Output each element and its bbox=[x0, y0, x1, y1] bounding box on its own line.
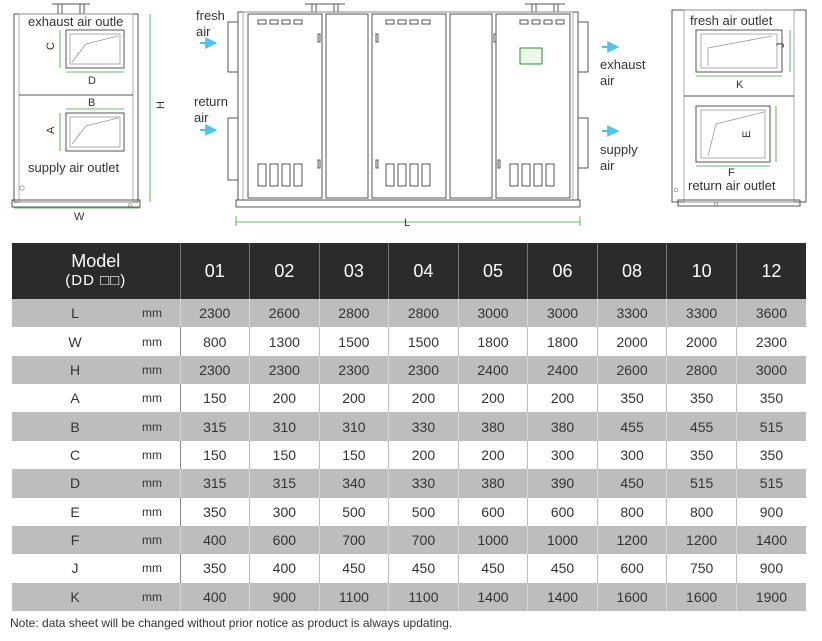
table-cell: 3600 bbox=[736, 299, 806, 327]
table-row bbox=[12, 441, 806, 469]
table-row bbox=[12, 327, 806, 355]
table-cell: 2300 bbox=[319, 356, 389, 384]
table-cell: 450 bbox=[597, 469, 667, 497]
row-unit: mm bbox=[138, 554, 180, 582]
table-row bbox=[12, 469, 806, 497]
row-parameter-name: E bbox=[12, 498, 138, 526]
row-parameter-name: W bbox=[12, 327, 138, 355]
label-fresh-air-2: air bbox=[196, 24, 211, 39]
dim-H: H bbox=[155, 101, 167, 109]
table-cell: 380 bbox=[458, 469, 528, 497]
table-cell: 2400 bbox=[528, 356, 598, 384]
dim-L: L bbox=[404, 217, 411, 229]
table-cell: 315 bbox=[250, 469, 320, 497]
footnote: Note: data sheet will be changed without prior notice as product is always updating. bbox=[10, 616, 453, 630]
table-cell: 200 bbox=[458, 384, 528, 412]
table-row bbox=[12, 299, 806, 327]
table-cell: 450 bbox=[528, 554, 598, 582]
table-cell: 3300 bbox=[667, 299, 737, 327]
table-cell: 1100 bbox=[319, 583, 389, 611]
table-cell: 2800 bbox=[667, 356, 737, 384]
table-cell: 2300 bbox=[250, 356, 320, 384]
table-cell: 350 bbox=[180, 498, 250, 526]
table-cell: 800 bbox=[667, 498, 737, 526]
table-cell: 1500 bbox=[389, 327, 459, 355]
table-cell: 2800 bbox=[389, 299, 459, 327]
table-cell: 1400 bbox=[528, 583, 598, 611]
table-cell: 450 bbox=[319, 554, 389, 582]
table-cell: 1100 bbox=[389, 583, 459, 611]
table-cell: 900 bbox=[250, 583, 320, 611]
table-cell: 350 bbox=[736, 441, 806, 469]
table-cell: 150 bbox=[319, 441, 389, 469]
table-cell: 1400 bbox=[458, 583, 528, 611]
table-cell: 2300 bbox=[180, 356, 250, 384]
table-cell: 340 bbox=[319, 469, 389, 497]
table-row bbox=[12, 554, 806, 582]
model-header-sub: (DD □□) bbox=[65, 272, 127, 289]
table-cell: 1500 bbox=[319, 327, 389, 355]
column-header: 01 bbox=[180, 243, 250, 299]
row-parameter-name: J bbox=[12, 554, 138, 582]
table-cell: 380 bbox=[528, 412, 598, 440]
table-cell: 500 bbox=[389, 498, 459, 526]
table-cell: 330 bbox=[389, 412, 459, 440]
table-cell: 750 bbox=[667, 554, 737, 582]
table-cell: 455 bbox=[597, 412, 667, 440]
table-cell: 400 bbox=[250, 554, 320, 582]
column-header: 04 bbox=[389, 243, 459, 299]
table-cell: 2300 bbox=[389, 356, 459, 384]
table-cell: 1900 bbox=[736, 583, 806, 611]
table-cell: 3000 bbox=[458, 299, 528, 327]
table-cell: 600 bbox=[597, 554, 667, 582]
table-cell: 315 bbox=[180, 469, 250, 497]
row-unit: mm bbox=[138, 299, 180, 327]
row-unit: mm bbox=[138, 583, 180, 611]
table-cell: 400 bbox=[180, 526, 250, 554]
table-cell: 1200 bbox=[667, 526, 737, 554]
row-parameter-name: K bbox=[12, 583, 138, 611]
right-end-view bbox=[672, 10, 806, 206]
row-unit: mm bbox=[138, 384, 180, 412]
row-unit: mm bbox=[138, 412, 180, 440]
dim-A: A bbox=[45, 126, 57, 134]
table-cell: 380 bbox=[458, 412, 528, 440]
table-cell: 350 bbox=[667, 384, 737, 412]
table-cell: 200 bbox=[389, 384, 459, 412]
table-cell: 600 bbox=[528, 498, 598, 526]
table-cell: 350 bbox=[667, 441, 737, 469]
table-cell: 200 bbox=[250, 384, 320, 412]
table-cell: 515 bbox=[667, 469, 737, 497]
table-cell: 800 bbox=[180, 327, 250, 355]
dim-C: C bbox=[45, 42, 57, 50]
row-parameter-name: F bbox=[12, 526, 138, 554]
row-parameter-name: H bbox=[12, 356, 138, 384]
label-return-air-1: return bbox=[194, 94, 228, 109]
table-cell: 1800 bbox=[528, 327, 598, 355]
label-return-air-2: air bbox=[194, 110, 209, 125]
table-cell: 700 bbox=[389, 526, 459, 554]
column-header: 06 bbox=[528, 243, 598, 299]
row-parameter-name: A bbox=[12, 384, 138, 412]
row-unit: mm bbox=[138, 498, 180, 526]
dim-D: D bbox=[88, 75, 96, 87]
row-unit: mm bbox=[138, 526, 180, 554]
table-cell: 515 bbox=[736, 412, 806, 440]
table-cell: 315 bbox=[180, 412, 250, 440]
row-unit: mm bbox=[138, 327, 180, 355]
table-cell: 1600 bbox=[597, 583, 667, 611]
label-supply-air-2: air bbox=[600, 158, 615, 173]
column-header: 05 bbox=[458, 243, 528, 299]
table-cell: 3300 bbox=[597, 299, 667, 327]
unit-dimension-drawing bbox=[0, 0, 822, 232]
row-parameter-name: L bbox=[12, 299, 138, 327]
label-supply-outlet: supply air outlet bbox=[28, 160, 120, 175]
table-row bbox=[12, 498, 806, 526]
table-cell: 1000 bbox=[458, 526, 528, 554]
table-cell: 450 bbox=[389, 554, 459, 582]
table-cell: 1400 bbox=[736, 526, 806, 554]
table-cell: 2400 bbox=[458, 356, 528, 384]
table-cell: 350 bbox=[597, 384, 667, 412]
table-header-row bbox=[12, 243, 806, 299]
row-unit: mm bbox=[138, 356, 180, 384]
label-fresh-air-1: fresh bbox=[196, 8, 225, 23]
table-cell: 300 bbox=[250, 498, 320, 526]
table-cell: 310 bbox=[319, 412, 389, 440]
center-side-view bbox=[194, 4, 646, 229]
table-cell: 1600 bbox=[667, 583, 737, 611]
column-header: 08 bbox=[597, 243, 667, 299]
table-cell: 390 bbox=[528, 469, 598, 497]
table-cell: 2800 bbox=[319, 299, 389, 327]
table-cell: 1300 bbox=[250, 327, 320, 355]
table-cell: 900 bbox=[736, 554, 806, 582]
table-cell: 1000 bbox=[528, 526, 598, 554]
dim-K: K bbox=[736, 79, 744, 91]
table-row bbox=[12, 356, 806, 384]
label-exhaust-air-2: air bbox=[600, 73, 615, 88]
label-exhaust-air-1: exhaust bbox=[600, 57, 646, 72]
table-cell: 600 bbox=[250, 526, 320, 554]
table-cell: 2600 bbox=[250, 299, 320, 327]
row-unit: mm bbox=[138, 441, 180, 469]
table-cell: 500 bbox=[319, 498, 389, 526]
column-header: 12 bbox=[736, 243, 806, 299]
table-cell: 150 bbox=[180, 441, 250, 469]
table-cell: 2600 bbox=[597, 356, 667, 384]
label-exhaust-outlet: exhaust air outle bbox=[28, 14, 124, 29]
row-parameter-name: B bbox=[12, 412, 138, 440]
column-header: 02 bbox=[250, 243, 320, 299]
table-cell: 350 bbox=[736, 384, 806, 412]
table-cell: 200 bbox=[528, 384, 598, 412]
table-cell: 1200 bbox=[597, 526, 667, 554]
table-cell: 200 bbox=[319, 384, 389, 412]
column-header: 10 bbox=[667, 243, 737, 299]
dim-B: B bbox=[88, 97, 96, 109]
dimension-spec-table bbox=[12, 243, 806, 611]
table-row bbox=[12, 583, 806, 611]
table-row bbox=[12, 412, 806, 440]
row-parameter-name: D bbox=[12, 469, 138, 497]
table-cell: 800 bbox=[597, 498, 667, 526]
table-cell: 3000 bbox=[528, 299, 598, 327]
table-cell: 700 bbox=[319, 526, 389, 554]
table-cell: 600 bbox=[458, 498, 528, 526]
table-row bbox=[12, 526, 806, 554]
column-header: 03 bbox=[319, 243, 389, 299]
table-cell: 200 bbox=[458, 441, 528, 469]
label-supply-air-1: supply bbox=[600, 142, 638, 157]
table-cell: 300 bbox=[528, 441, 598, 469]
dim-W: W bbox=[74, 211, 85, 223]
table-cell: 2300 bbox=[736, 327, 806, 355]
table-cell: 330 bbox=[389, 469, 459, 497]
table-cell: 200 bbox=[389, 441, 459, 469]
table-cell: 515 bbox=[736, 469, 806, 497]
model-header-title: Model bbox=[71, 251, 121, 271]
table-cell: 400 bbox=[180, 583, 250, 611]
dim-J: J bbox=[775, 42, 787, 48]
table-row bbox=[12, 384, 806, 412]
row-unit: mm bbox=[138, 469, 180, 497]
table-cell: 2300 bbox=[180, 299, 250, 327]
table-cell: 2000 bbox=[667, 327, 737, 355]
dim-E: E bbox=[741, 130, 753, 138]
left-end-view bbox=[12, 4, 167, 223]
label-fresh-outlet: fresh air outlet bbox=[690, 13, 773, 28]
dim-F: F bbox=[728, 167, 735, 179]
table-cell: 900 bbox=[736, 498, 806, 526]
table-cell: 150 bbox=[180, 384, 250, 412]
table-cell: 350 bbox=[180, 554, 250, 582]
table-cell: 2000 bbox=[597, 327, 667, 355]
control-panel-box bbox=[520, 48, 542, 64]
table-cell: 310 bbox=[250, 412, 320, 440]
table-cell: 300 bbox=[597, 441, 667, 469]
table-cell: 150 bbox=[250, 441, 320, 469]
table-cell: 3000 bbox=[736, 356, 806, 384]
table-cell: 450 bbox=[458, 554, 528, 582]
row-parameter-name: C bbox=[12, 441, 138, 469]
label-return-outlet: return air outlet bbox=[688, 178, 776, 193]
table-cell: 1800 bbox=[458, 327, 528, 355]
table-cell: 455 bbox=[667, 412, 737, 440]
model-header bbox=[12, 243, 180, 299]
